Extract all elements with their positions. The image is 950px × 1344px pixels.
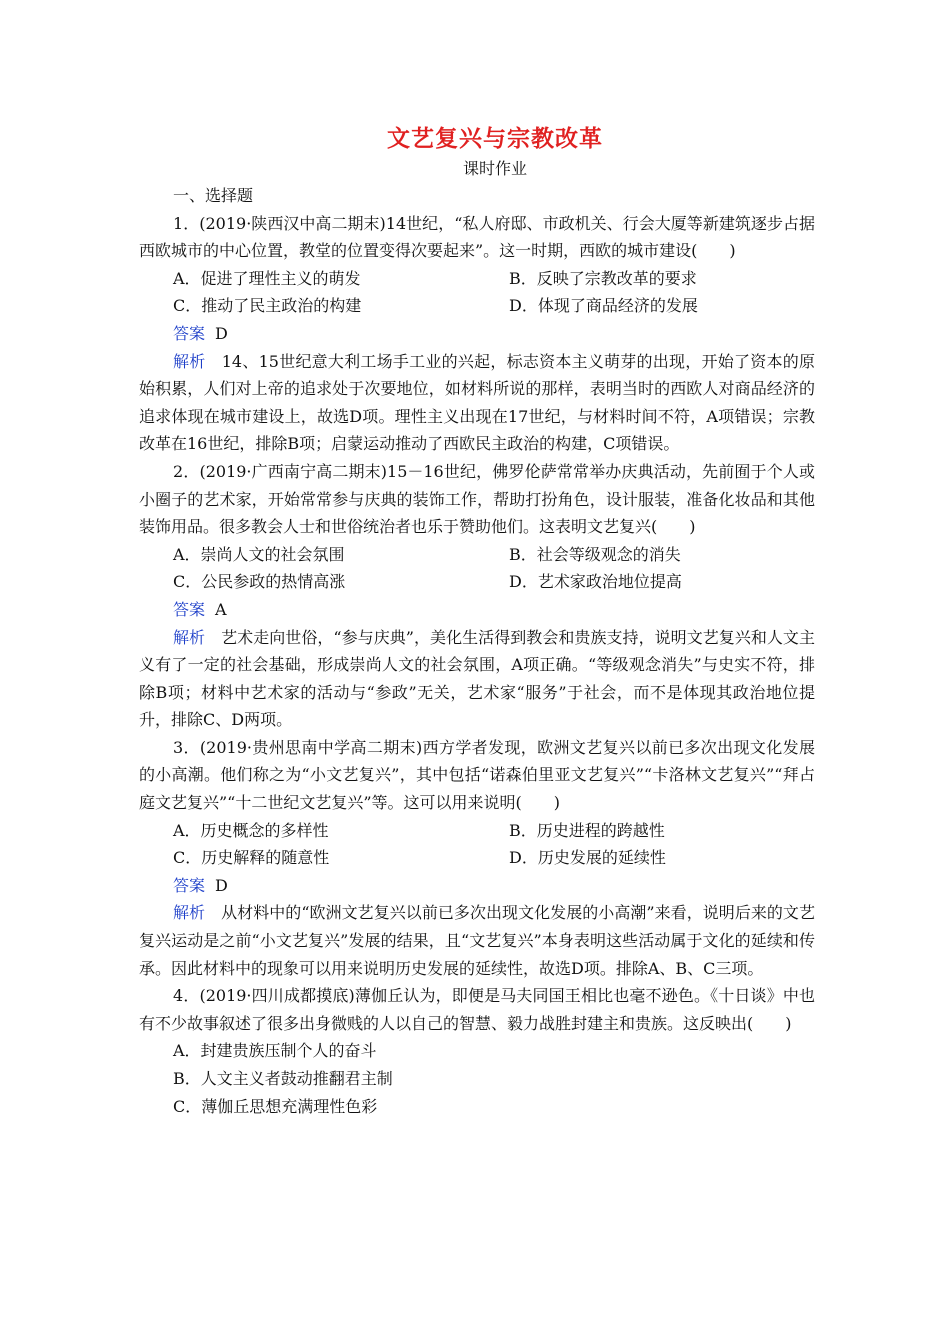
answer-tag: 答案 [173, 323, 206, 343]
question-stem: 2．(2019·广西南宁高二期末)15－16世纪，佛罗伦萨常常举办庆典活动，先前囿于个人或小圈子的艺术家，开始常常参与庆典的装饰工作，帮助打扮角色，设计服装，准备化妆品和其他装饰用品。很多教会人士和世俗统治者也乐于赞助他们。这表明文艺复兴( ) [139, 461, 815, 537]
analysis-tag: 解析 [173, 351, 206, 371]
option-d[interactable]: D．历史发展的延续性 [509, 848, 666, 868]
question-block [139, 982, 815, 1120]
question-block [139, 210, 815, 458]
option-b[interactable]: B．人文主义者鼓动推翻君主制 [173, 1069, 393, 1088]
document-subtitle: 课时作业 [462, 159, 527, 178]
question-stem: 3．(2019·贵州思南中学高二期末)西方学者发现，欧洲文艺复兴以前已多次出现文化发展的小高潮。他们称之为“小文艺复兴”，其中包括“诺森伯里亚文艺复兴”“卡洛林文艺复兴”“拜占庭文艺复兴”“十二世纪文艺复兴”等。这可以用来说明( ) [139, 737, 815, 813]
option-grid [139, 817, 815, 872]
option-c[interactable]: C．推动了民主政治的构建 [173, 296, 362, 316]
option-d[interactable]: D．体现了商品经济的发展 [509, 296, 698, 316]
analysis-paragraph [139, 624, 815, 734]
analysis-tag: 解析 [173, 903, 206, 923]
option-b[interactable]: B．社会等级观念的消失 [509, 544, 681, 564]
option-c[interactable]: C．公民参政的热情高涨 [173, 572, 346, 592]
answer-line [139, 320, 815, 348]
section-heading: 一、选择题 [173, 186, 254, 205]
option-c[interactable]: C．薄伽丘思想充满理性色彩 [173, 1096, 378, 1116]
option-grid [139, 541, 815, 596]
question-stem: 4．(2019·四川成都摸底)薄伽丘认为，即便是马夫同国王相比也毫不逊色。《十日谈》中也有不少故事叙述了很多出身微贱的人以自己的智慧、毅力战胜封建主和贵族。这反映出( ) [139, 986, 815, 1033]
option-a[interactable]: A．崇尚人文的社会氛围 [173, 544, 345, 564]
answer-value: D [215, 323, 228, 343]
answer-value: D [215, 875, 228, 895]
option-b[interactable]: B．历史进程的跨越性 [509, 820, 665, 840]
answer-line [139, 596, 815, 624]
answer-tag: 答案 [173, 875, 206, 895]
analysis-text: 从材料中的“欧洲文艺复兴以前已多次出现文化发展的小高潮”来看，说明后来的文艺复兴运动是之前“小文艺复兴”发展的结果，且“文艺复兴”本身表明这些活动属于文化的延续和传承。因此材料中的现象可以用来说明历史发展的延续性，故选D项。排除A、B、C三项。 [139, 903, 815, 978]
analysis-text: 14、15世纪意大利工场手工业的兴起，标志资本主义萌芽的出现，开始了资本的原始积累，人们对上帝的追求处于次要地位，如材料所说的那样，表明当时的西欧人对商品经济的追求体现在城市建设上，故选D项。理性主义出现在17世纪，与材料时间不符，A项错误；宗教改革在16世纪，排除B项；启蒙运动推动了西欧民主政治的构建，C项错误。 [139, 351, 815, 454]
document-title: 文艺复兴与宗教改革 [387, 125, 603, 152]
option-grid [139, 265, 815, 320]
question-block [139, 458, 815, 734]
option-c[interactable]: C．历史解释的随意性 [173, 848, 330, 868]
analysis-paragraph [139, 348, 815, 458]
document-body [139, 182, 815, 1120]
answer-line [139, 872, 815, 900]
answer-tag: 答案 [173, 599, 206, 619]
analysis-tag: 解析 [173, 627, 206, 647]
analysis-text: 艺术走向世俗，“参与庆典”，美化生活得到教会和贵族支持，说明文艺复兴和人文主义有了一定的社会基础，形成崇尚人文的社会氛围，A项正确。“等级观念消失”与史实不符，排除B项；材料中艺术家的活动与“参政”无关，艺术家“服务”于社会，而不是体现其政治地位提升，排除C、D两项。 [139, 627, 815, 730]
option-a[interactable]: A．封建贵族压制个人的奋斗 [173, 1041, 377, 1061]
question-stem: 1．(2019·陕西汉中高二期末)14世纪，“私人府邸、市政机关、行会大厦等新建筑逐步占据西欧城市的中心位置，教堂的位置变得次要起来”。这一时期，西欧的城市建设( ) [139, 213, 815, 261]
answer-value: A [215, 599, 227, 619]
option-a[interactable]: A．历史概念的多样性 [173, 820, 329, 840]
option-a[interactable]: A．促进了理性主义的萌发 [173, 268, 361, 288]
analysis-paragraph [139, 899, 815, 982]
question-block [139, 734, 815, 982]
option-d[interactable]: D．艺术家政治地位提高 [509, 572, 682, 592]
option-b[interactable]: B．反映了宗教改革的要求 [509, 268, 697, 288]
